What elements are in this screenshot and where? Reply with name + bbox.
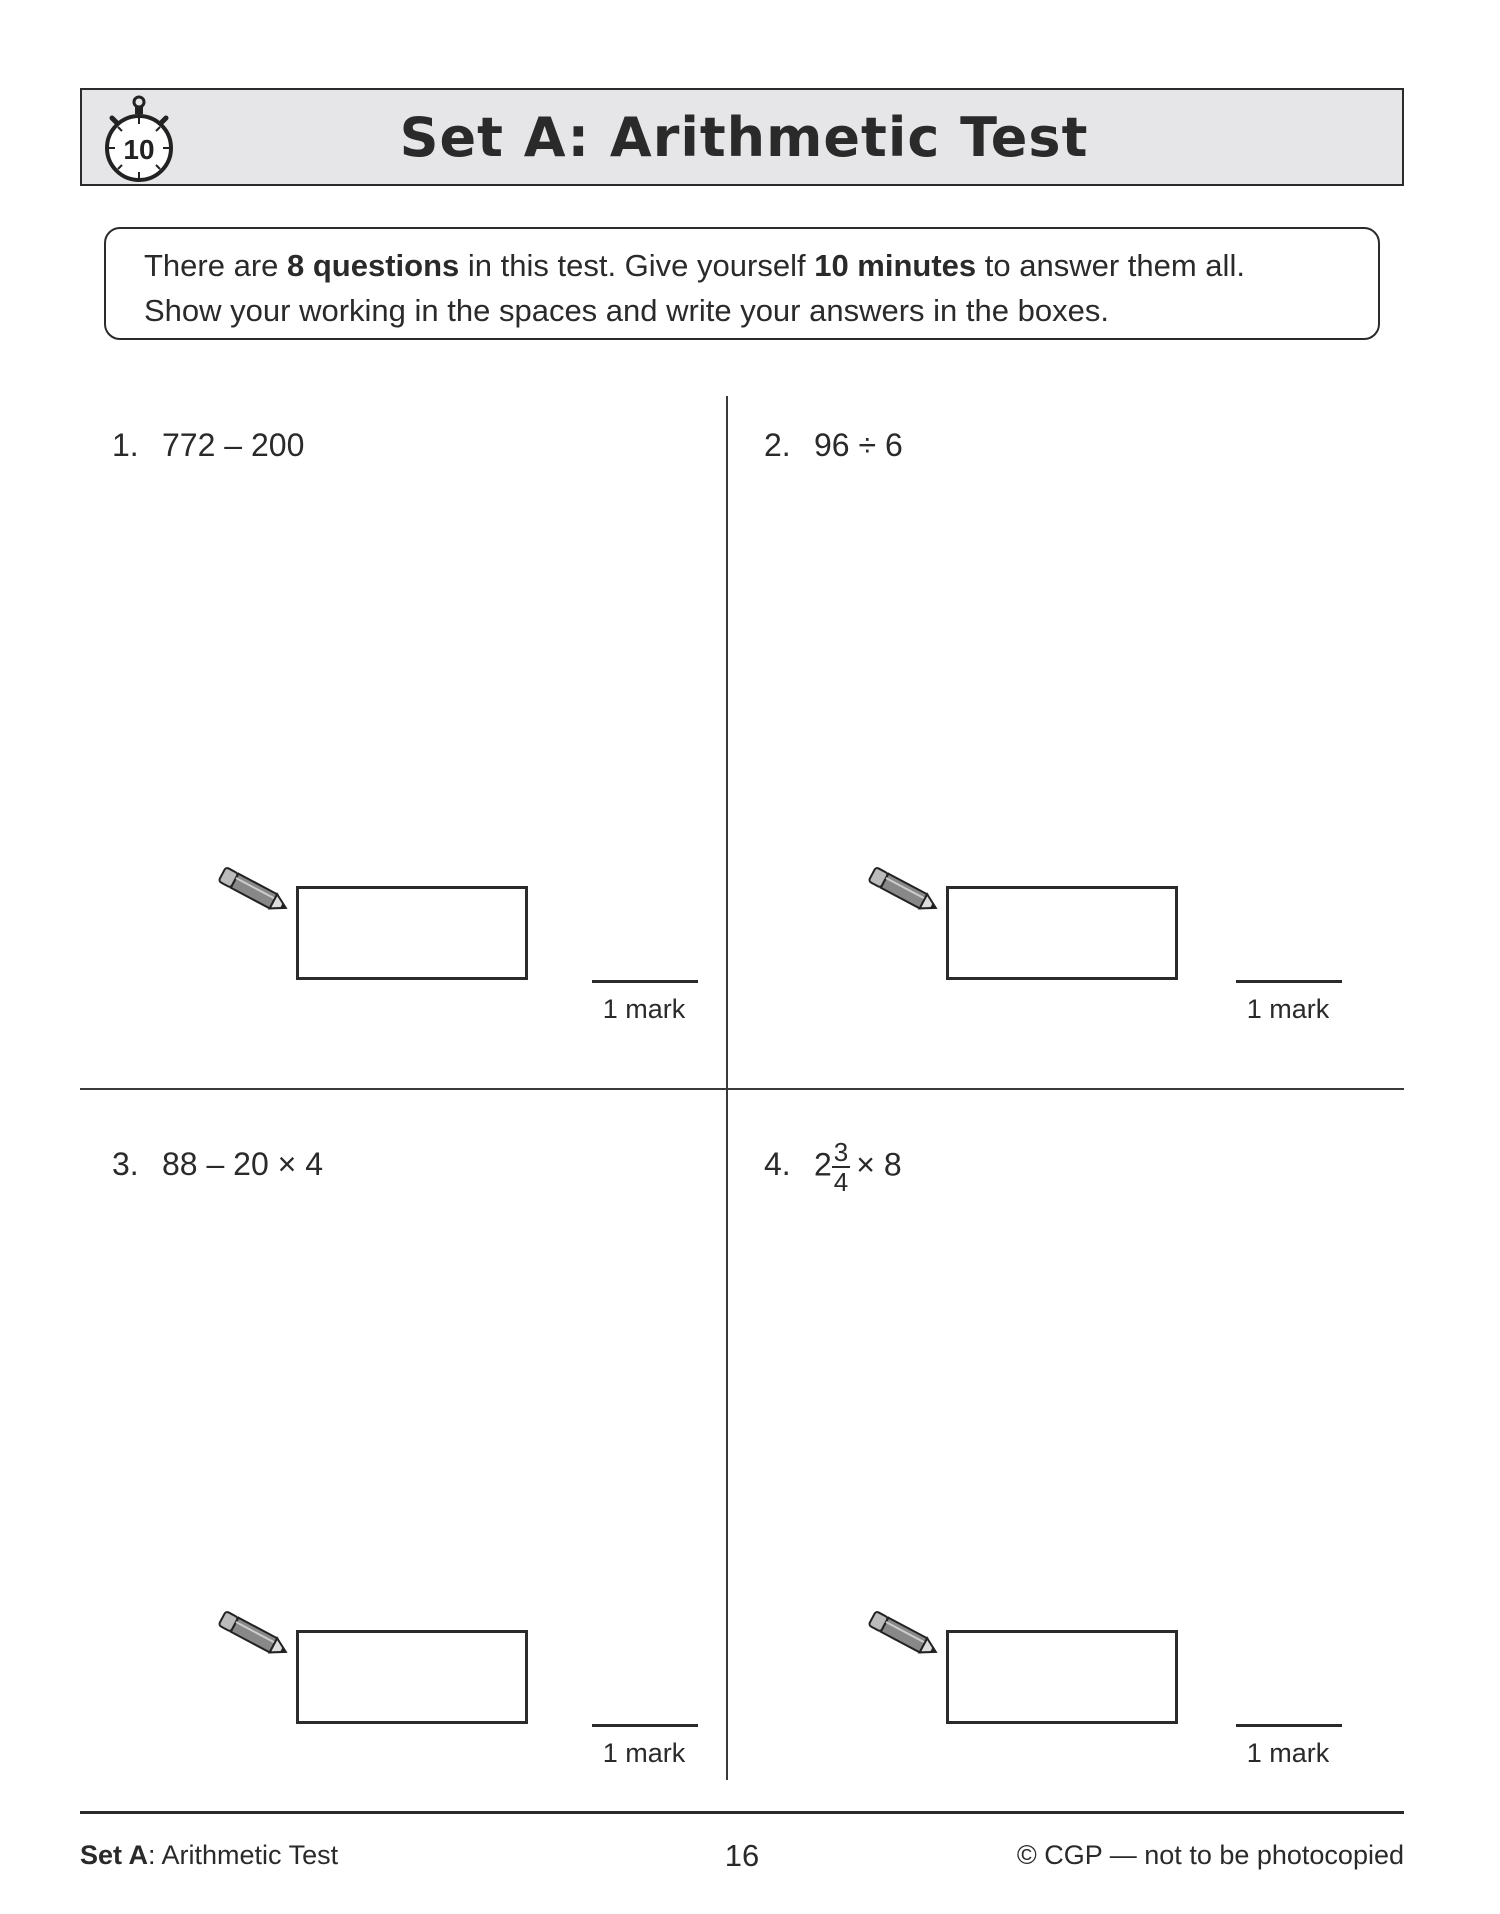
- instructions-text: to answer them all.: [976, 248, 1245, 283]
- footer-test-name: : Arithmetic Test: [148, 1840, 339, 1870]
- answer-box-4[interactable]: [946, 1630, 1178, 1724]
- copyright-notice: © CGP — not to be photocopied: [1016, 1840, 1404, 1870]
- fraction-denominator: 4: [833, 1167, 849, 1197]
- fraction-numerator: 3: [833, 1137, 849, 1167]
- mark-label: 1 mark: [602, 1738, 686, 1768]
- answer-box-3[interactable]: [296, 1630, 528, 1724]
- footer-set-name: Set A: [80, 1840, 149, 1870]
- answer-box-2[interactable]: [946, 886, 1178, 980]
- question-operation: × 8: [856, 1146, 902, 1183]
- instructions-box: [104, 227, 1380, 340]
- instructions-line-1: [144, 243, 1378, 288]
- pencil-icon: [214, 866, 294, 916]
- question-2: [764, 425, 903, 465]
- instructions-text: There are: [144, 248, 288, 283]
- instructions-text: in this test. Give yourself: [459, 248, 815, 283]
- mark-line: [1236, 1724, 1342, 1727]
- footer-set-label: [80, 1840, 338, 1871]
- answer-box-1[interactable]: [296, 886, 528, 980]
- pencil-icon: [214, 1610, 294, 1660]
- question-expression: 96 ÷ 6: [814, 427, 903, 463]
- mark-line: [592, 1724, 698, 1727]
- instructions-line-2: Show your working in the spaces and write your answers in the boxes.: [144, 293, 1109, 328]
- fraction: [832, 1138, 850, 1196]
- question-3: [112, 1144, 323, 1184]
- footer-rule: [80, 1811, 1404, 1814]
- page-number: 16: [724, 1838, 760, 1873]
- pencil-icon: [864, 866, 944, 916]
- mark-label: 1 mark: [1246, 994, 1330, 1024]
- mark-label: 1 mark: [602, 994, 686, 1024]
- mixed-number-whole: 2: [814, 1146, 832, 1183]
- question-count: 8 questions: [287, 248, 460, 283]
- title-banner: [80, 88, 1404, 186]
- question-number: 4.: [764, 1146, 791, 1183]
- question-number: 2.: [764, 427, 791, 463]
- question-expression: 772 – 200: [162, 427, 305, 463]
- mark-line: [1236, 980, 1342, 983]
- mark-label: 1 mark: [1246, 1738, 1330, 1768]
- question-number: 1.: [112, 427, 139, 463]
- question-number: 3.: [112, 1146, 139, 1182]
- question-1: [112, 425, 304, 465]
- horizontal-divider: [80, 1088, 1404, 1090]
- timer-minutes: 10: [123, 134, 155, 165]
- pencil-icon: [864, 1610, 944, 1660]
- page-title: Set A: Arithmetic Test: [399, 106, 1089, 169]
- question-4: [764, 1138, 902, 1196]
- question-expression: 88 – 20 × 4: [162, 1146, 324, 1182]
- mark-line: [592, 980, 698, 983]
- time-limit: 10 minutes: [814, 248, 977, 283]
